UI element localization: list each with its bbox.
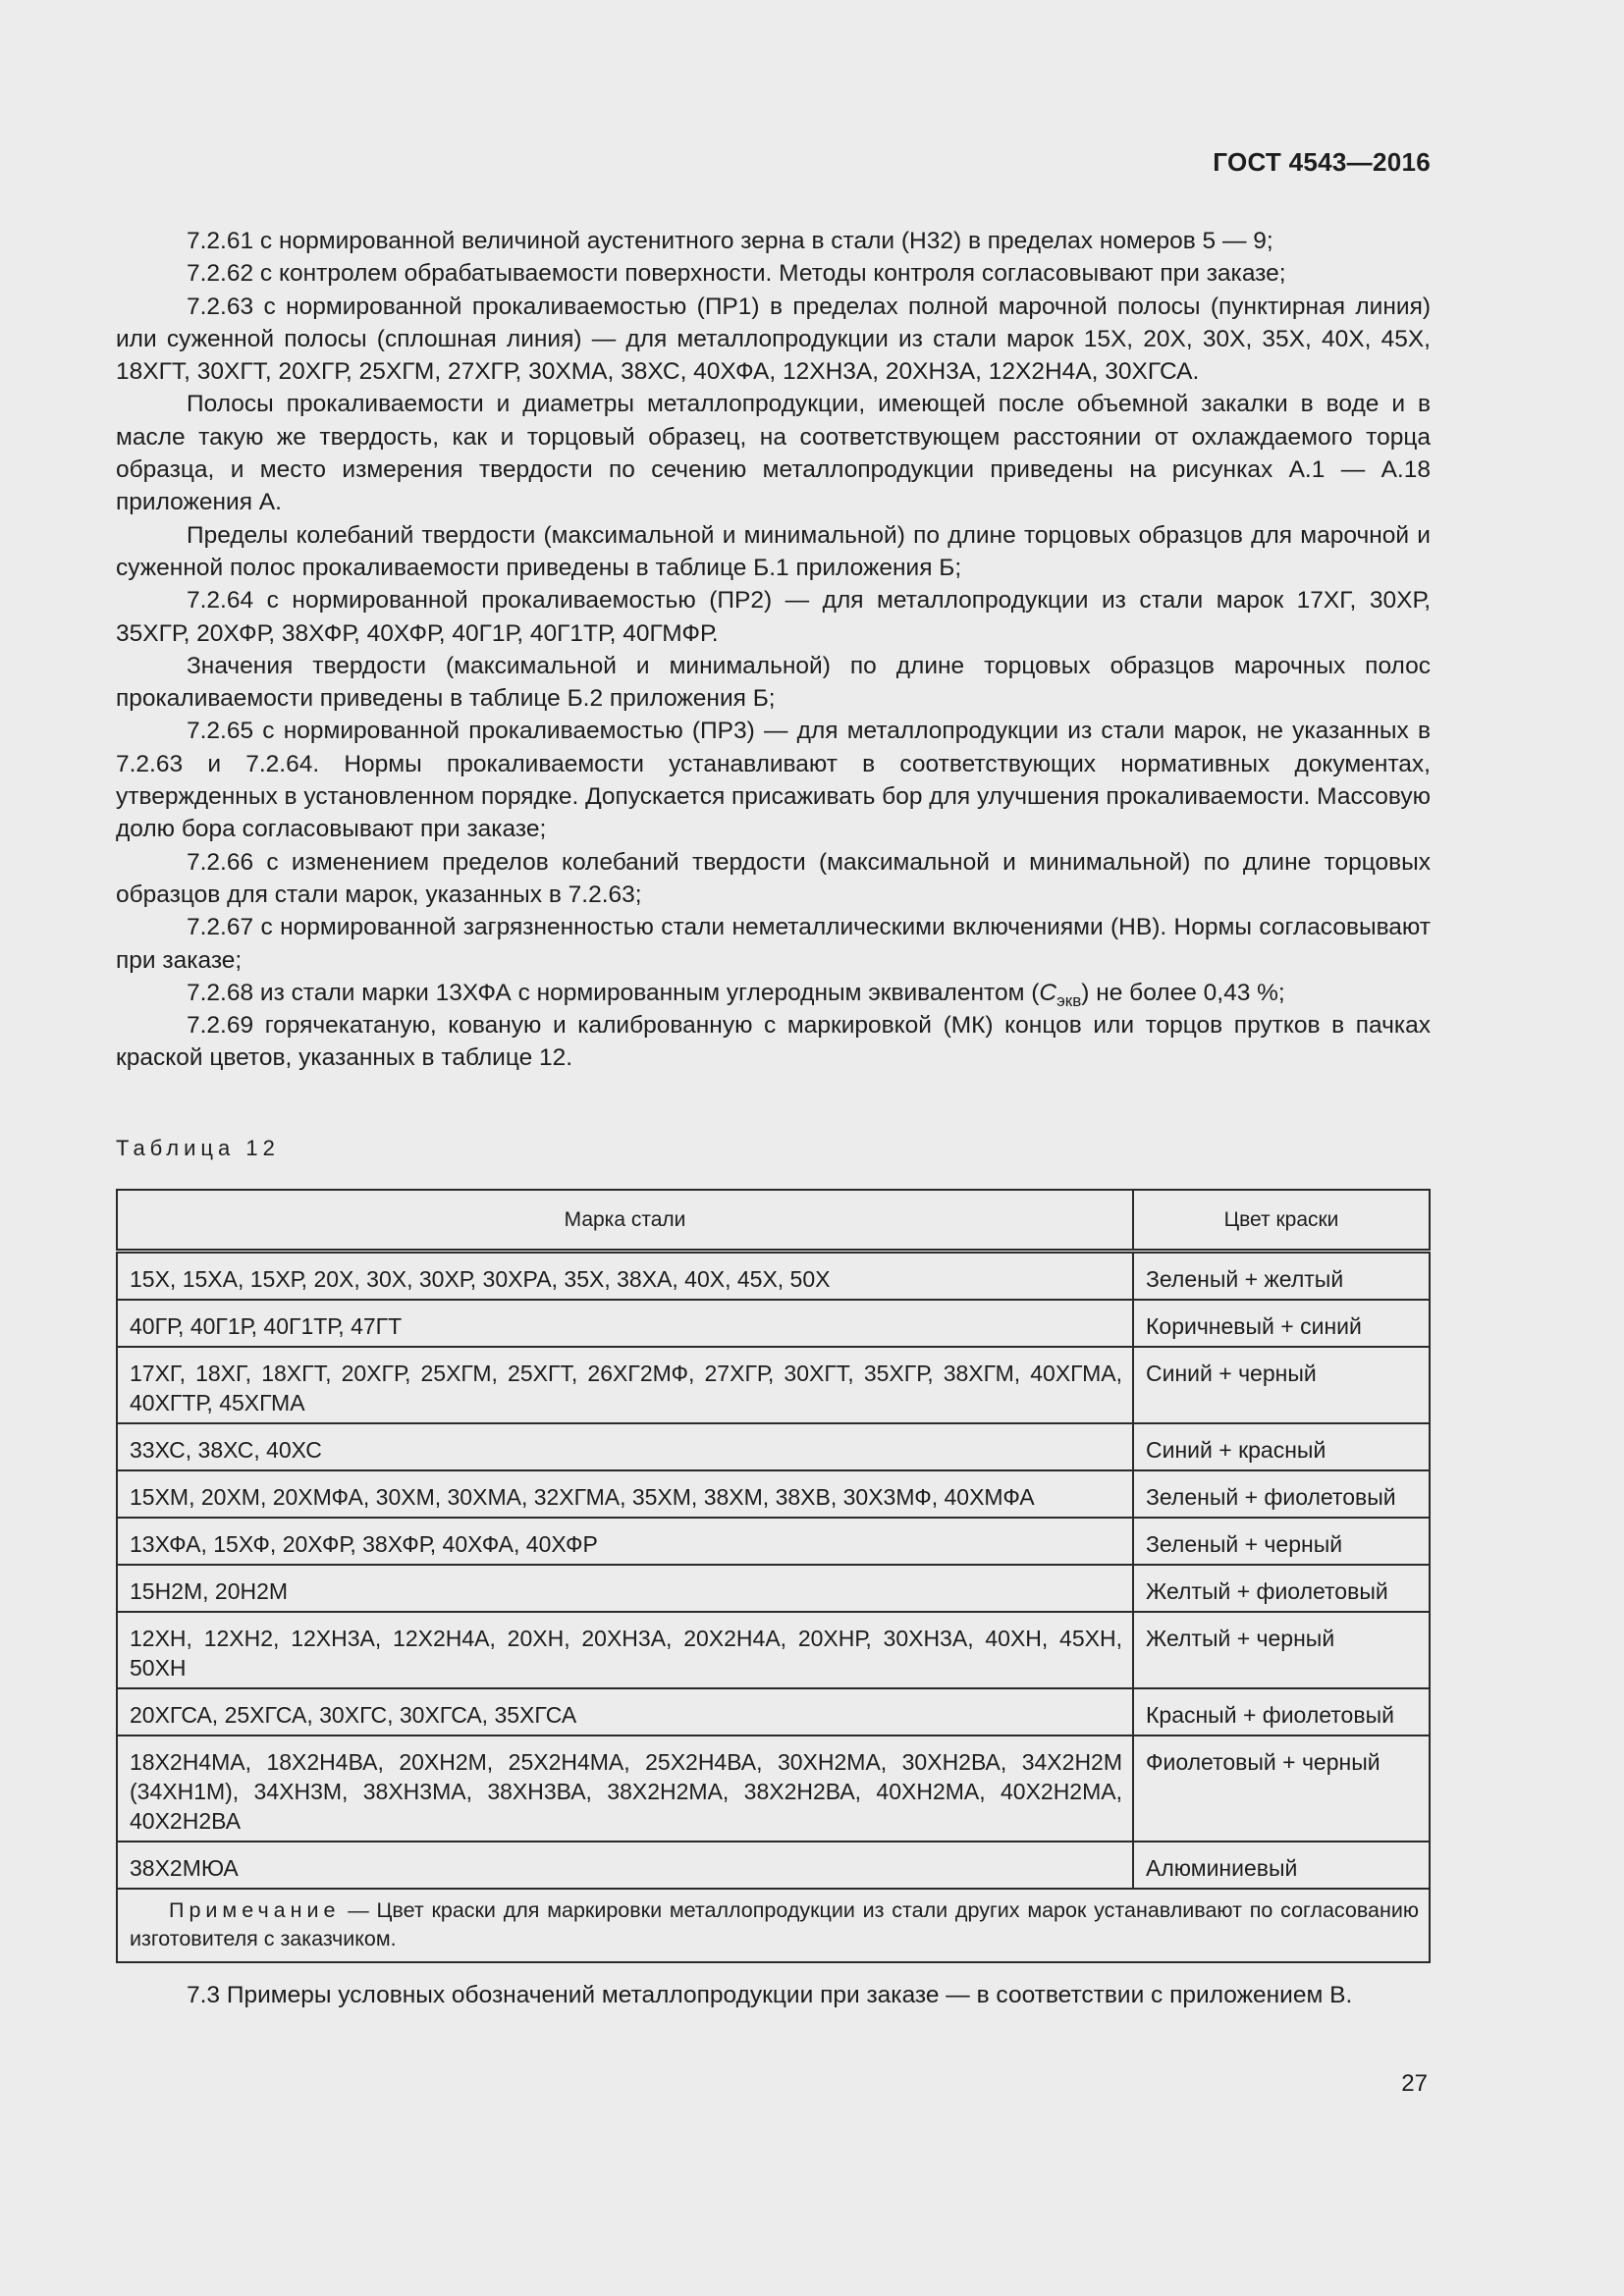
- paint-color-cell: Синий + красный: [1133, 1423, 1430, 1470]
- paragraph-7266: 7.2.66 с изменением пределов колебаний твердости (максимальной и минимальной) по длине торцовых образцов для стали марок, указанных в 7.2.63;: [116, 848, 1431, 908]
- paint-color-cell: Зеленый + желтый: [1133, 1252, 1430, 1301]
- table-caption: Таблица 12: [116, 1136, 280, 1160]
- table-row: [117, 1252, 1430, 1301]
- section-7-3: [116, 1979, 1431, 2011]
- paragraph-7261: 7.2.61 с нормированной величиной аустенитного зерна в стали (Н32) в пределах номеров 5 — 9;: [187, 228, 1273, 254]
- table-row: [117, 1518, 1430, 1565]
- paragraph-7265: 7.2.65 с нормированной прокаливаемостью (ПР3) — для металлопродукции из стали марок, не указанных в 7.2.63 и 7.2.64. Нормы прокаливаемости устанавливают в соответствующих нормативных документах, утвержденных в установленном порядке. Допускается присаживать бор для улучшения прокаливаемости. Массовую долю бора согласовывают при заказе;: [116, 718, 1431, 843]
- table-row: [117, 1347, 1430, 1423]
- table-row: [117, 1688, 1430, 1735]
- paint-color-cell: Фиолетовый + черный: [1133, 1735, 1430, 1842]
- paint-color-cell: Желтый + черный: [1133, 1612, 1430, 1688]
- table-row: [117, 1842, 1430, 1889]
- body-text: [116, 225, 1431, 1075]
- paragraph-7268-before: 7.2.68 из стали марки 13ХФА с нормированным углеродным эквивалентом (: [187, 979, 1040, 1006]
- steel-grades-cell: 38Х2МЮА: [117, 1842, 1133, 1889]
- steel-grades-cell: 20ХГСА, 25ХГСА, 30ХГС, 30ХГСА, 35ХГСА: [117, 1688, 1133, 1735]
- paint-color-cell: Красный + фиолетовый: [1133, 1688, 1430, 1735]
- table-row: [117, 1470, 1430, 1518]
- paint-color-cell: Синий + черный: [1133, 1347, 1430, 1423]
- table-note: [117, 1889, 1430, 1962]
- paragraph-7262: 7.2.62 с контролем обрабатываемости поверхности. Методы контроля согласовывают при заказе;: [187, 260, 1286, 288]
- table-row: [117, 1565, 1430, 1612]
- paragraph-7269: 7.2.69 горячекатаную, кованую и калиброванную с маркировкой (МК) концов или торцов прутков в пачках краской цветов, указанных в таблице 12.: [116, 1012, 1431, 1072]
- paint-color-cell: Желтый + фиолетовый: [1133, 1565, 1430, 1612]
- steel-grades-cell: 12ХН, 12ХН2, 12ХН3А, 12Х2Н4А, 20ХН, 20ХН3А, 20Х2Н4А, 20ХНР, 30ХН3А, 40ХН, 45ХН, 50ХН: [117, 1612, 1133, 1688]
- header-steel-grade: Марка стали: [117, 1190, 1133, 1252]
- paint-color-cell: Алюминиевый: [1133, 1842, 1430, 1889]
- carbon-equivalent-symbol: C: [1039, 979, 1057, 1006]
- table-row: [117, 1612, 1430, 1688]
- note-text: — Цвет краски для маркировки металлопродукции из стали других марок устанавливают по согласованию изготовителя с заказчиком.: [130, 1898, 1419, 1950]
- steel-grades-cell: 15Н2М, 20Н2М: [117, 1565, 1133, 1612]
- steel-grades-cell: 17ХГ, 18ХГ, 18ХГТ, 20ХГР, 25ХГМ, 25ХГТ, 26ХГ2МФ, 27ХГР, 30ХГТ, 35ХГР, 38ХГМ, 40ХГМА, 40ХГТР, 45ХГМА: [117, 1347, 1133, 1423]
- note-label: Примечание: [169, 1898, 341, 1922]
- paint-color-cell: Зеленый + фиолетовый: [1133, 1470, 1430, 1518]
- document-code: ГОСТ 4543—2016: [1213, 147, 1431, 177]
- paragraph-hardness-limits: Пределы колебаний твердости (максимальной и минимальной) по длине торцовых образцов для марочной и суженной полос прокаливаемости приведены в таблице Б.1 приложения Б;: [116, 521, 1431, 581]
- table-header-row: [117, 1190, 1430, 1252]
- header-paint-color: Цвет краски: [1133, 1190, 1430, 1252]
- paragraph-hardness-values: Значения твердости (максимальной и минимальной) по длине торцовых образцов марочных полос прокаливаемости приведены в таблице Б.2 приложения Б;: [116, 652, 1431, 713]
- steel-grades-cell: 18Х2Н4МА, 18Х2Н4ВА, 20ХН2М, 25Х2Н4МА, 25Х2Н4ВА, 30ХН2МА, 30ХН2ВА, 34Х2Н2М (34ХН1М), 34ХН3М, 38ХН3МА, 38ХН3ВА, 38Х2Н2МА, 38Х2Н2ВА, 40ХН2МА, 40Х2Н2МА, 40Х2Н2ВА: [117, 1735, 1133, 1842]
- paragraph-7268: [116, 977, 1431, 1009]
- paragraph-7263: 7.2.63 с нормированной прокаливаемостью (ПР1) в пределах полной марочной полосы (пунктирная линия) или суженной полосы (сплошная линия) — для металлопродукции из стали марок 15Х, 20Х, 30Х, 35Х, 40Х, 45Х, 18ХГТ, 30ХГТ, 20ХГР, 25ХГМ, 27ХГР, 30ХМА, 38ХС, 40ХФА, 12ХН3А, 20ХН3А, 12Х2Н4А, 30ХГСА.: [116, 293, 1431, 386]
- carbon-equivalent-subscript: экв: [1056, 990, 1082, 1010]
- table-row: [117, 1300, 1430, 1347]
- page-number: 27: [1401, 2070, 1428, 2097]
- steel-grades-cell: 15Х, 15ХА, 15ХР, 20Х, 30Х, 30ХР, 30ХРА, 35Х, 38ХА, 40Х, 45Х, 50Х: [117, 1252, 1133, 1301]
- table-row: [117, 1423, 1430, 1470]
- table-note-row: [117, 1889, 1430, 1962]
- table-row: [117, 1735, 1430, 1842]
- steel-grades-cell: 13ХФА, 15ХФ, 20ХФР, 38ХФР, 40ХФА, 40ХФР: [117, 1518, 1133, 1565]
- paragraph-hardenability-bands: Полосы прокаливаемости и диаметры металлопродукции, имеющей после объемной закалки в воде и в масле такую же твердость, как и торцовый образец, на соответствующем расстоянии от охлаждаемого торца образца, и место измерения твердости по сечению металлопродукции приведены на рисунках А.1 — А.18 приложения А.: [116, 391, 1431, 516]
- paint-color-cell: Зеленый + черный: [1133, 1518, 1430, 1565]
- table-body: [117, 1252, 1430, 1963]
- steel-grades-cell: 40ГР, 40Г1Р, 40Г1ТР, 47ГТ: [117, 1300, 1133, 1347]
- steel-grades-cell: 33ХС, 38ХС, 40ХС: [117, 1423, 1133, 1470]
- steel-color-table: [116, 1189, 1431, 1963]
- paragraph-7264: 7.2.64 с нормированной прокаливаемостью (ПР2) — для металлопродукции из стали марок 17ХГ, 30ХР, 35ХГР, 20ХФР, 38ХФР, 40ХФР, 40Г1Р, 40Г1ТР, 40ГМФР.: [116, 587, 1431, 647]
- paragraph-7267: 7.2.67 с нормированной загрязненностью стали неметаллическими включениями (НВ). Нормы согласовывают при заказе;: [116, 914, 1431, 974]
- paint-color-cell: Коричневый + синий: [1133, 1300, 1430, 1347]
- paragraph-73: 7.3 Примеры условных обозначений металлопродукции при заказе — в соответствии с приложением В.: [187, 1982, 1353, 2008]
- steel-grades-cell: 15ХМ, 20ХМ, 20ХМФА, 30ХМ, 30ХМА, 32ХГМА, 35ХМ, 38ХМ, 38ХВ, 30Х3МФ, 40ХМФА: [117, 1470, 1133, 1518]
- paragraph-7268-after: ) не более 0,43 %;: [1081, 979, 1285, 1006]
